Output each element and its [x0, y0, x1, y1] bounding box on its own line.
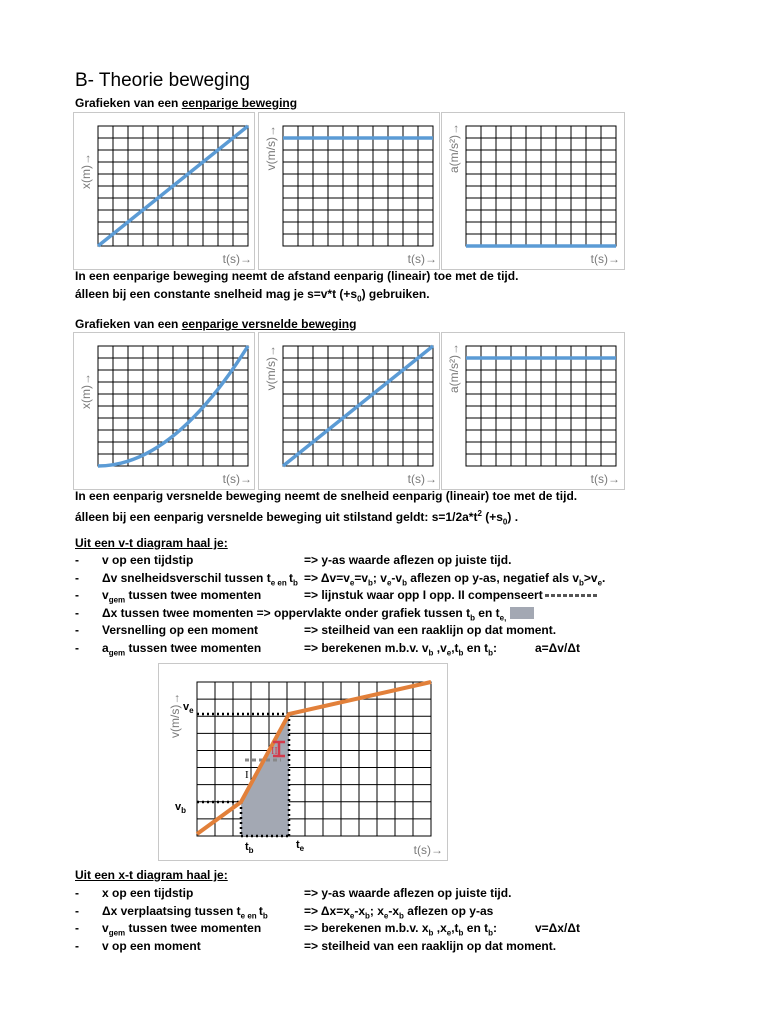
section1-text	[75, 267, 518, 308]
list-item-right	[304, 640, 497, 662]
x-axis-label: t(s)→	[222, 252, 252, 266]
y-axis-label: x(m)→	[79, 153, 93, 189]
item-text: Δx verplaatsing tussen t	[102, 903, 241, 918]
sub-b: b	[458, 647, 464, 657]
grid	[466, 346, 616, 466]
sub-e: e	[446, 647, 452, 657]
x-axis-label: t(s)→	[590, 472, 620, 486]
sub-b: b	[458, 928, 464, 938]
item-text: => berekenen m.b.v. x	[304, 921, 429, 935]
section1-heading	[75, 96, 297, 110]
sub-b: b	[365, 910, 370, 920]
item-text: => Δv=v	[304, 570, 350, 585]
grid-frame	[197, 682, 431, 836]
sub-e: e	[270, 577, 276, 587]
item-text: >v	[583, 570, 598, 585]
sub-b: b	[368, 577, 373, 587]
item-text: en t	[463, 640, 489, 655]
sub-b: b	[428, 647, 434, 657]
sub-b: b	[428, 928, 434, 938]
list-dash: -	[75, 938, 79, 953]
velocity-graph-line	[197, 682, 431, 834]
y-axis-label: v(m/s)→	[168, 692, 182, 738]
item-text: => lijnstuk waar opp I opp. II compenseert	[304, 588, 543, 602]
sub-b: b	[488, 647, 493, 657]
ve-label: $v_e$	[183, 701, 194, 715]
section2-heading-prefix: Grafieken van een	[75, 317, 182, 331]
list-item-right: => steilheid van een raaklijn op dat moment.	[304, 623, 557, 637]
vt-diagram-svg	[159, 664, 447, 860]
graph-accel-a-t	[441, 332, 625, 490]
sub-b: b	[262, 910, 268, 920]
list-item-right	[304, 587, 597, 605]
graph-svg	[259, 333, 439, 489]
list-dash: -	[75, 640, 79, 655]
section1-line2-sub: 0	[357, 294, 362, 304]
list-item-formula: a=Δv/Δt	[535, 640, 580, 655]
item-text: ,v	[433, 640, 447, 655]
sub-e: e	[446, 928, 452, 938]
area-swatch	[510, 607, 534, 619]
section1-heading-prefix: Grafieken van een	[75, 96, 182, 110]
item-text: aflezen op y-as	[403, 903, 494, 918]
section2-line2-c: ) .	[507, 510, 519, 524]
section2-line2-sub: 0	[502, 517, 508, 527]
list-item-right: => $\Delta x=x_e-x_b$; $x_e-x_b$ aflezen op y-as	[304, 903, 494, 920]
section2-line1: In een eenparig versnelde beweging neemt de snelheid eenparig (lineair) toe met de tijd.	[75, 489, 578, 503]
xt-list-heading	[75, 868, 228, 882]
sub-b: b	[470, 612, 475, 622]
area-ii-label: II	[271, 746, 278, 757]
list-item-formula: v=Δx/Δt	[535, 921, 580, 935]
section1-line2	[75, 285, 518, 308]
sub-e: e,	[499, 612, 507, 622]
section1-line2-b: ) gebruiken.	[361, 287, 430, 301]
item-text: aflezen op y-as, negatief als v	[406, 570, 580, 585]
y-axis-label: v(m/s)→	[264, 125, 278, 171]
sub-e: e	[386, 577, 392, 587]
page-title: B- Theorie beweging	[75, 70, 250, 91]
sub-b: b	[402, 577, 407, 587]
section1-line2-a: álleen bij een constante snelheid mag je s=v*t (+s	[75, 287, 358, 301]
list-item-left: v op een moment	[102, 938, 201, 953]
sub-e: e	[240, 910, 246, 920]
list-item-left: Δv snelheidsverschil tussen $t_e$ $_{en}$ $t_b$	[102, 570, 298, 587]
graph-svg	[259, 113, 439, 269]
x-axis-label: t(s)→	[222, 472, 252, 486]
x-axis-label: t(s)→	[407, 252, 437, 266]
list-item-left	[102, 640, 261, 662]
y-axis-label: v(m/s)→	[264, 345, 278, 391]
list-dash: -	[75, 570, 79, 585]
item-text: en t	[474, 605, 500, 620]
list-item-right: => steilheid van een raaklijn op dat moment.	[304, 938, 557, 953]
item-text: => berekenen m.b.v. v	[304, 640, 429, 655]
list-dash: -	[75, 623, 79, 637]
list-item-right: => $\Delta v=v_e=v_b$; $v_e-v_b$ aflezen op y-as, negatief als $v_b>v_e$.	[304, 570, 606, 587]
item-text: :	[493, 640, 497, 655]
item-text: Δv snelheidsverschil tussen t	[102, 570, 271, 585]
graph-uniform-v-t	[258, 112, 440, 270]
item-text: tussen twee momenten	[125, 640, 262, 655]
grid	[197, 682, 431, 836]
item-text: ,t	[451, 640, 459, 655]
y-axis-label: x(m)→	[79, 373, 93, 409]
tb-label: $t_b$	[245, 841, 254, 855]
sub-en: en	[245, 910, 259, 920]
xt-list-heading-text: Uit een x-t diagram haal je:	[75, 868, 228, 882]
item-text: tussen twee momenten	[125, 921, 262, 935]
item-text: v	[102, 921, 109, 935]
list-item-left: v op een tijdstip	[102, 553, 194, 567]
section2-line2-b: (+s	[481, 510, 503, 524]
sub-b: b	[488, 928, 493, 938]
section1-heading-underlined: eenparige beweging	[181, 96, 298, 110]
sub-gem: gem	[108, 647, 126, 657]
list-dash: -	[75, 921, 79, 935]
x-axis-label: t(s)→	[413, 843, 443, 857]
sub-e: e	[349, 910, 355, 920]
sub-gem: gem	[108, 928, 126, 938]
graph-accel-v-t	[258, 332, 440, 490]
list-dash: -	[75, 553, 79, 567]
section2-text	[75, 487, 577, 531]
y-axis-label: a(m/s²)→	[447, 123, 461, 173]
section2-line2-sup: 2	[477, 509, 482, 518]
x-axis-label: t(s)→	[407, 472, 437, 486]
graph-svg	[442, 113, 624, 269]
grid	[98, 346, 248, 466]
list-dash: -	[75, 886, 79, 900]
list-dash: -	[75, 605, 79, 620]
section1-line1: In een eenparige beweging neemt de afstand eenparig (lineair) toe met de tijd.	[75, 269, 519, 283]
sub-en: en	[275, 577, 289, 587]
vt-list	[75, 552, 695, 662]
list-dash: -	[75, 903, 79, 918]
item-text: a	[102, 640, 109, 655]
list-item-left: x op een tijdstip	[102, 886, 194, 900]
section2-line2-a: álleen bij een eenparig versnelde beweging uit stilstand geldt: s=1/2a*t	[75, 510, 478, 524]
sub-b: b	[579, 577, 584, 587]
section2-heading-underlined: eenparige versnelde beweging	[181, 317, 357, 331]
vt-list-heading	[75, 536, 228, 550]
vb-label: $v_b$	[175, 801, 187, 815]
vt-diagram	[158, 663, 448, 861]
vt-list-heading-text: Uit een v-t diagram haal je:	[75, 536, 228, 550]
graph-uniform-a-t	[441, 112, 625, 270]
y-axis-label: a(m/s²)→	[447, 343, 461, 393]
graph-svg	[442, 333, 624, 489]
xt-list	[75, 885, 695, 957]
section2-heading	[75, 317, 356, 331]
list-item-right: => berekenen m.b.v. $x_b$ $,x_e,t_b$ en $t_b$:	[304, 921, 497, 938]
sub-gem: gem	[108, 595, 126, 605]
graph-uniform-x-t	[73, 112, 255, 270]
grid	[466, 126, 616, 246]
grid	[283, 126, 433, 246]
list-dash: -	[75, 588, 79, 602]
item-text: => Δx=x	[304, 903, 350, 918]
x-axis-label: t(s)→	[590, 252, 620, 266]
sub-e: e	[349, 577, 355, 587]
graph-accel-x-t	[73, 332, 255, 490]
section2-line2	[75, 505, 577, 531]
sub-e: e	[383, 910, 389, 920]
sub-b: b	[399, 910, 404, 920]
sub-e: e	[597, 577, 603, 587]
area-i-label: I	[245, 769, 249, 781]
list-item-left: Versnelling op een moment	[102, 623, 259, 637]
list-item-right: => y-as waarde aflezen op juiste tijd.	[304, 553, 512, 567]
item-text: Δx tussen twee momenten => oppervlakte onder grafiek tussen t	[102, 605, 471, 620]
list-item-right: => y-as waarde aflezen op juiste tijd.	[304, 886, 512, 900]
item-text: =v	[354, 570, 369, 585]
graph-svg	[74, 113, 254, 269]
redacted-mark	[545, 594, 597, 597]
graph-svg	[74, 333, 254, 489]
te-label: $t_e$	[296, 839, 305, 853]
item-text: tussen twee momenten	[125, 588, 262, 602]
list-item-left: Δx verplaatsing tussen $t_e$ $_{en}$ $t_b$	[102, 903, 268, 920]
item-text: v	[102, 588, 109, 602]
sub-b: b	[292, 577, 298, 587]
